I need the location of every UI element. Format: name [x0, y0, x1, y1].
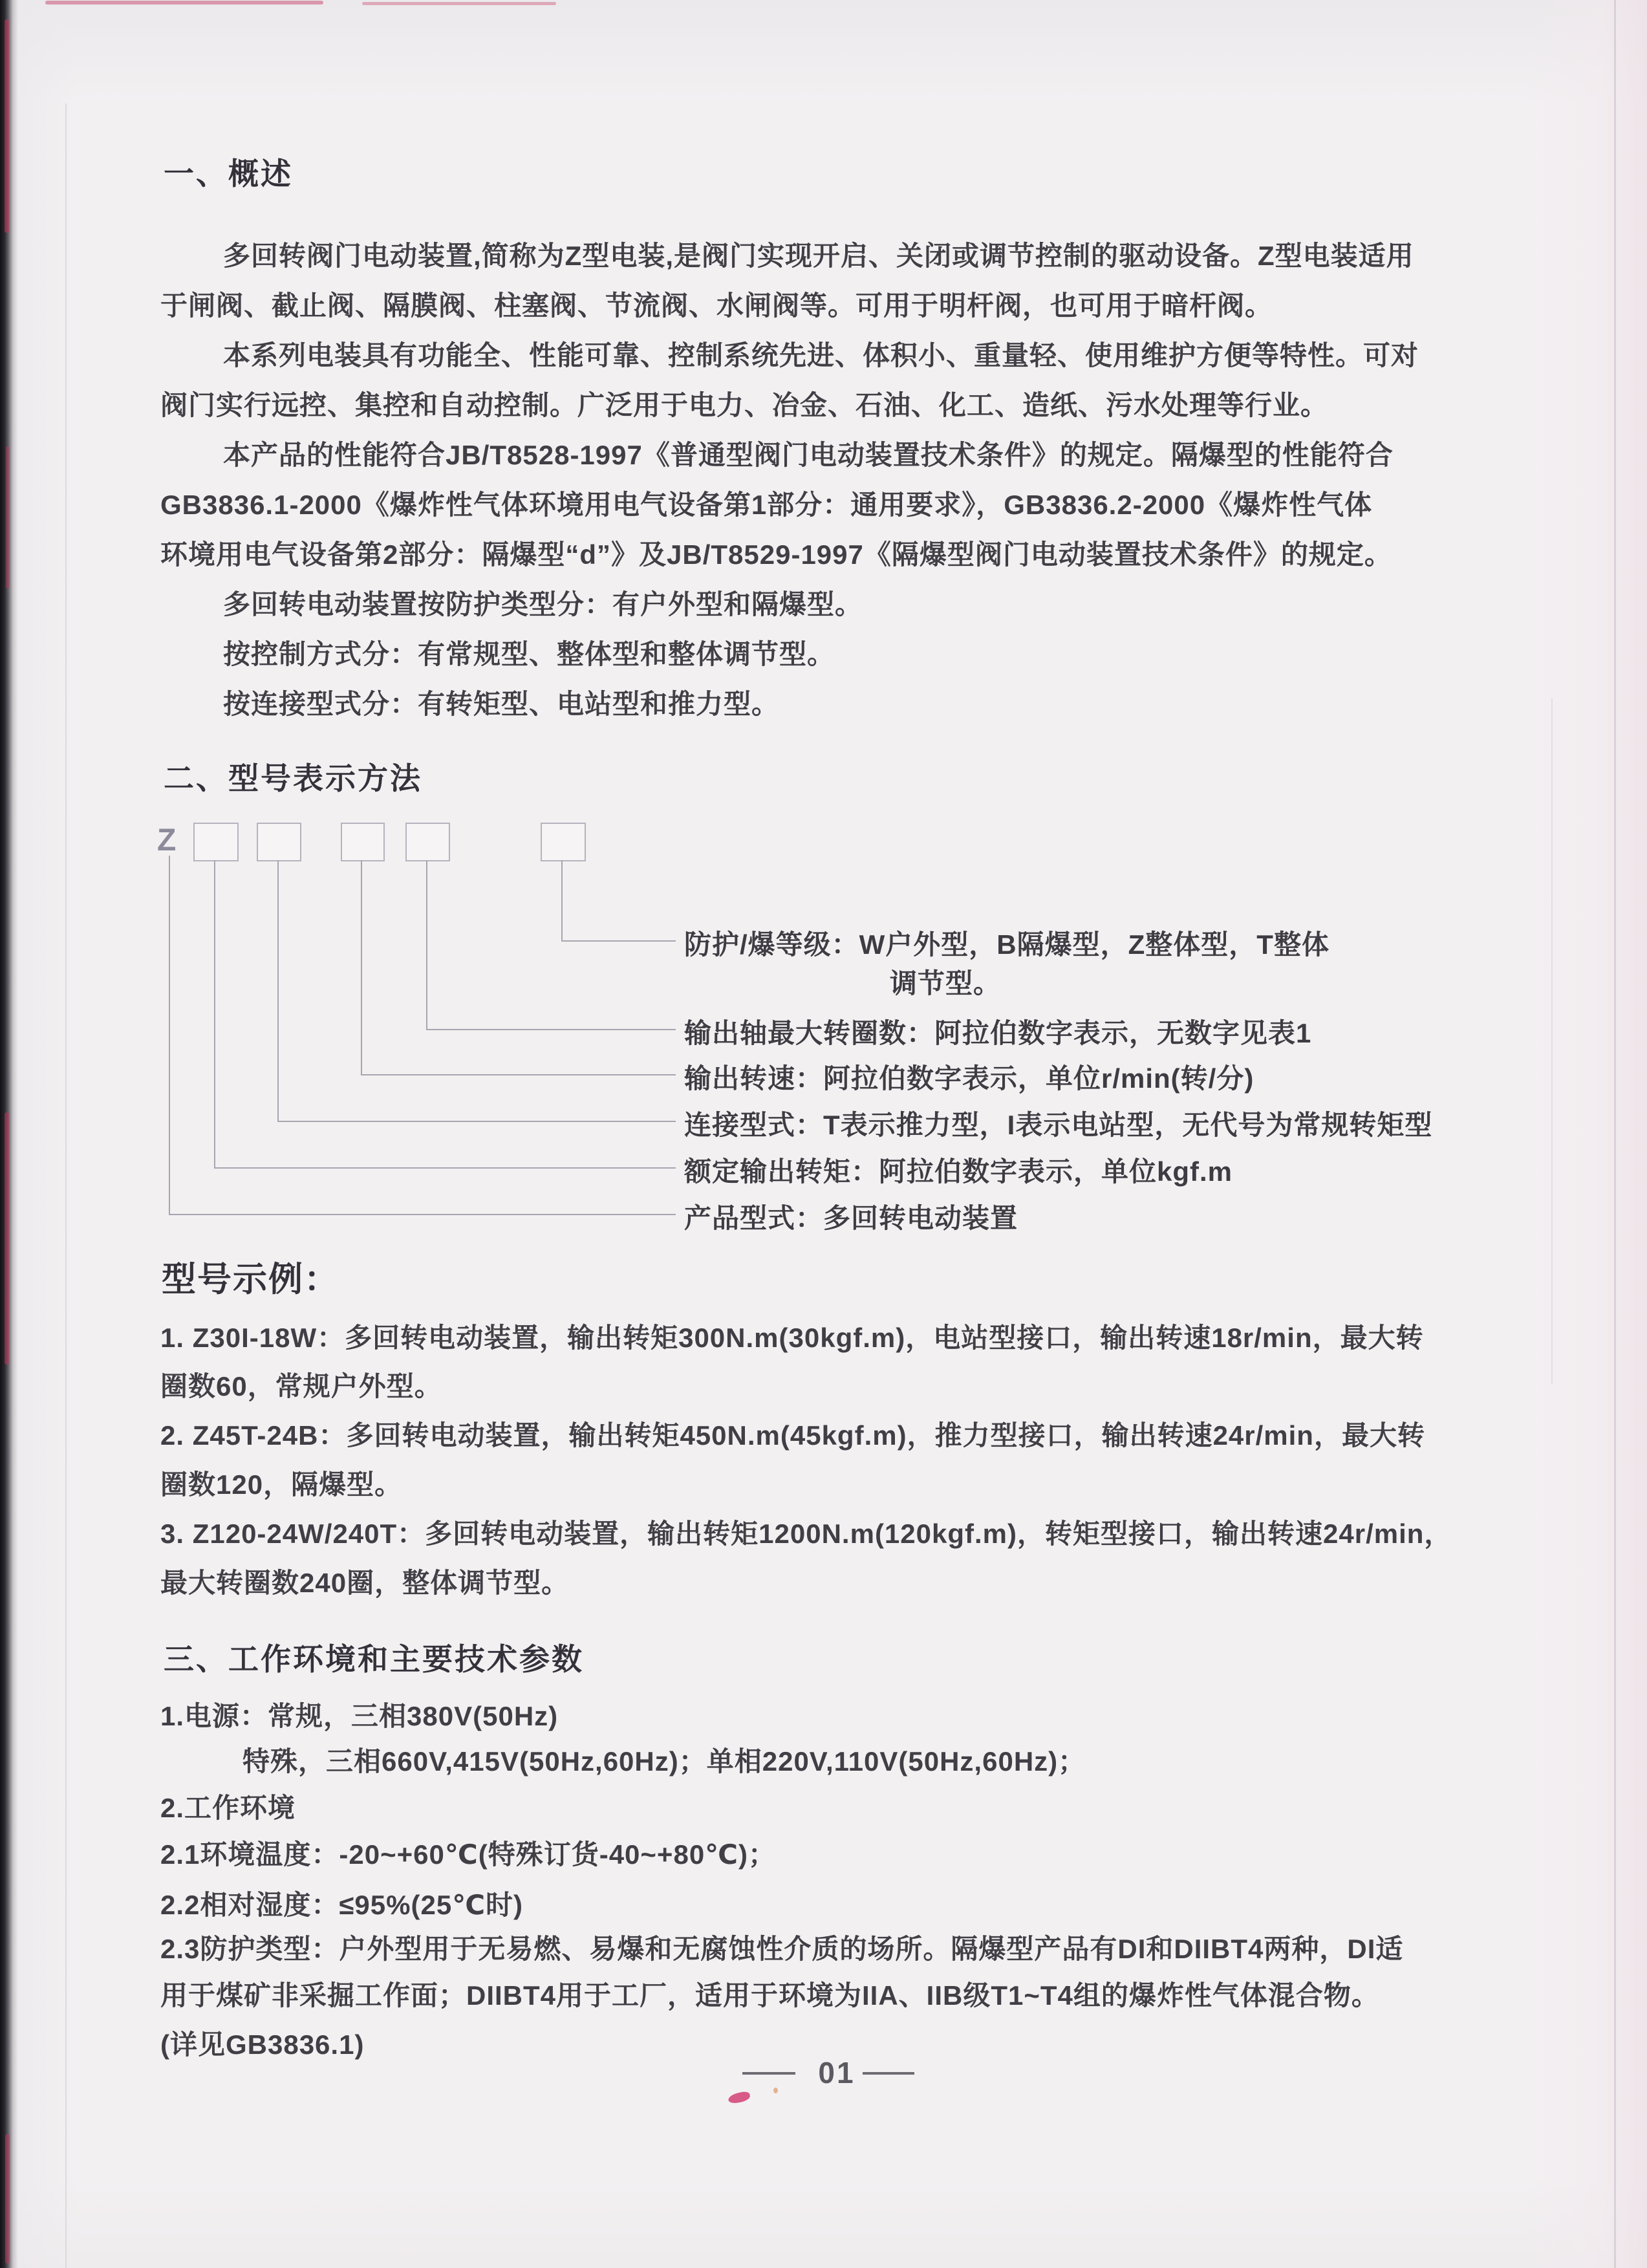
label-protection-grade: 防护/爆等级：W户外型，B隔爆型，Z整体型，T整体: [684, 929, 1329, 960]
section1-line: 多回转阀门电动装置,简称为Z型电装,是阀门实现开启、关闭或调节控制的驱动设备。Z型电装适用: [223, 241, 1414, 271]
example-line: 圈数60，常规户外型。: [160, 1371, 442, 1401]
paper-crease-right: [1614, 0, 1616, 2268]
section1-line: 按连接型式分：有转矩型、电站型和推力型。: [223, 689, 780, 719]
connector-connection: [278, 860, 676, 1121]
section1-line: 阀门实行远控、集控和自动控制。广泛用于电力、冶金、石油、化工、造纸、污水处理等行业。: [160, 390, 1329, 420]
section3-line: 2.3防护类型：户外型用于无易燃、易爆和无腐蚀性介质的场所。隔爆型产品有DI和DIIBT4两种，DI适: [160, 1934, 1404, 1964]
section3-line: (详见GB3836.1): [160, 2029, 365, 2060]
footer-dash-left: [742, 2072, 795, 2075]
section1-heading: 一、概述: [164, 157, 293, 191]
section3-line: 2.1环境温度：-20~+60℃(特殊订货-40~+80℃)；: [160, 1839, 777, 1870]
section1-line: 本产品的性能符合JB/T8528-1997《普通型阀门电动装置技术条件》的规定。隔爆型的性能符合: [223, 440, 1394, 470]
page-footer: [0, 2055, 1647, 2094]
example-line: 最大转圈数240圈，整体调节型。: [160, 1568, 570, 1598]
label-connection-type: 连接型式：T表示推力型，I表示电站型，无代号为常规转矩型: [684, 1110, 1433, 1140]
section3-line: 2.工作环境: [160, 1793, 296, 1823]
scan-red-artifact: [5, 19, 9, 233]
section1-line: 多回转电动装置按防护类型分：有户外型和隔爆型。: [223, 589, 863, 620]
section1-line: 按控制方式分：有常规型、整体型和整体调节型。: [223, 639, 835, 669]
footer-dash-right: [863, 2072, 914, 2075]
diagram-connector-lines: [129, 812, 711, 1251]
example-line: 1. Z30I-18W：多回转电动装置，输出转矩300N.m(30kgf.m)，电站型接口，输出转速18r/min，最大转: [160, 1323, 1424, 1353]
section3-line: 2.2相对湿度：≤95%(25℃时): [160, 1890, 524, 1920]
connector-product-type: [169, 856, 676, 1215]
paper-crease-right-mid: [1551, 698, 1553, 1384]
examples-heading: 型号示例：: [162, 1260, 339, 1299]
connector-protection: [562, 860, 676, 941]
model-prefix-letter: Z: [157, 823, 177, 858]
scan-left-edge: [0, 0, 18, 2268]
scan-red-artifact: [6, 446, 10, 589]
scan-red-artifact: [5, 2134, 10, 2263]
label-protection-grade-cont: 调节型。: [890, 968, 1002, 999]
label-output-speed: 输出转速：阿拉伯数字表示，单位r/min(转/分): [684, 1063, 1254, 1094]
example-line: 3. Z120-24W/240T：多回转电动装置，输出转矩1200N.m(120kgf.m)，转矩型接口，输出转速24r/min，: [160, 1518, 1452, 1549]
example-line: 圈数120，隔爆型。: [160, 1469, 403, 1500]
section3-line: 1.电源：常规，三相380V(50Hz): [160, 1701, 559, 1731]
section1-line: 环境用电气设备第2部分：隔爆型“d”》及JB/T8529-1997《隔爆型阀门电动装置技术条件》的规定。: [160, 539, 1392, 570]
section1-line: GB3836.1-2000《爆炸性气体环境用电气设备第1部分：通用要求》，GB3836.2-2000《爆炸性气体: [160, 490, 1373, 520]
label-rated-torque: 额定输出转矩：阿拉伯数字表示，单位kgf.m: [684, 1156, 1233, 1187]
section1-line: 本系列电装具有功能全、性能可靠、控制系统先进、体积小、重量轻、使用维护方便等特性。可对: [223, 340, 1419, 371]
scan-red-artifact-top: [45, 1, 323, 5]
paper-crease-left: [65, 103, 67, 2268]
example-line: 2. Z45T-24B：多回转电动装置，输出转矩450N.m(45kgf.m)，推力型接口，输出转速24r/min，最大转: [160, 1420, 1425, 1451]
connector-max-turns: [427, 860, 676, 1030]
label-max-turns: 输出轴最大转圈数：阿拉伯数字表示，无数字见表1: [684, 1018, 1312, 1048]
page-number: 01: [818, 2056, 856, 2090]
label-product-type: 产品型式：多回转电动装置: [684, 1203, 1018, 1233]
section2-heading: 二、型号表示方法: [164, 761, 422, 795]
section3-line: 特殊，三相660V,415V(50Hz,60Hz)；单相220V,110V(50Hz,60Hz)；: [242, 1746, 1086, 1777]
section1-line: 于闸阀、截止阀、隔膜阀、柱塞阀、节流阀、水闸阀等。可用于明杆阀，也可用于暗杆阀。: [160, 290, 1273, 321]
section3-line: 用于煤矿非采掘工作面；DIIBT4用于工厂，适用于环境为IIA、IIB级T1~T4组的爆炸性气体混合物。: [160, 1980, 1379, 2011]
connector-output-speed: [361, 860, 676, 1075]
scan-red-artifact: [5, 1112, 9, 1365]
section3-heading: 三、工作环境和主要技术参数: [164, 1642, 584, 1676]
scan-red-artifact-top: [362, 2, 556, 5]
